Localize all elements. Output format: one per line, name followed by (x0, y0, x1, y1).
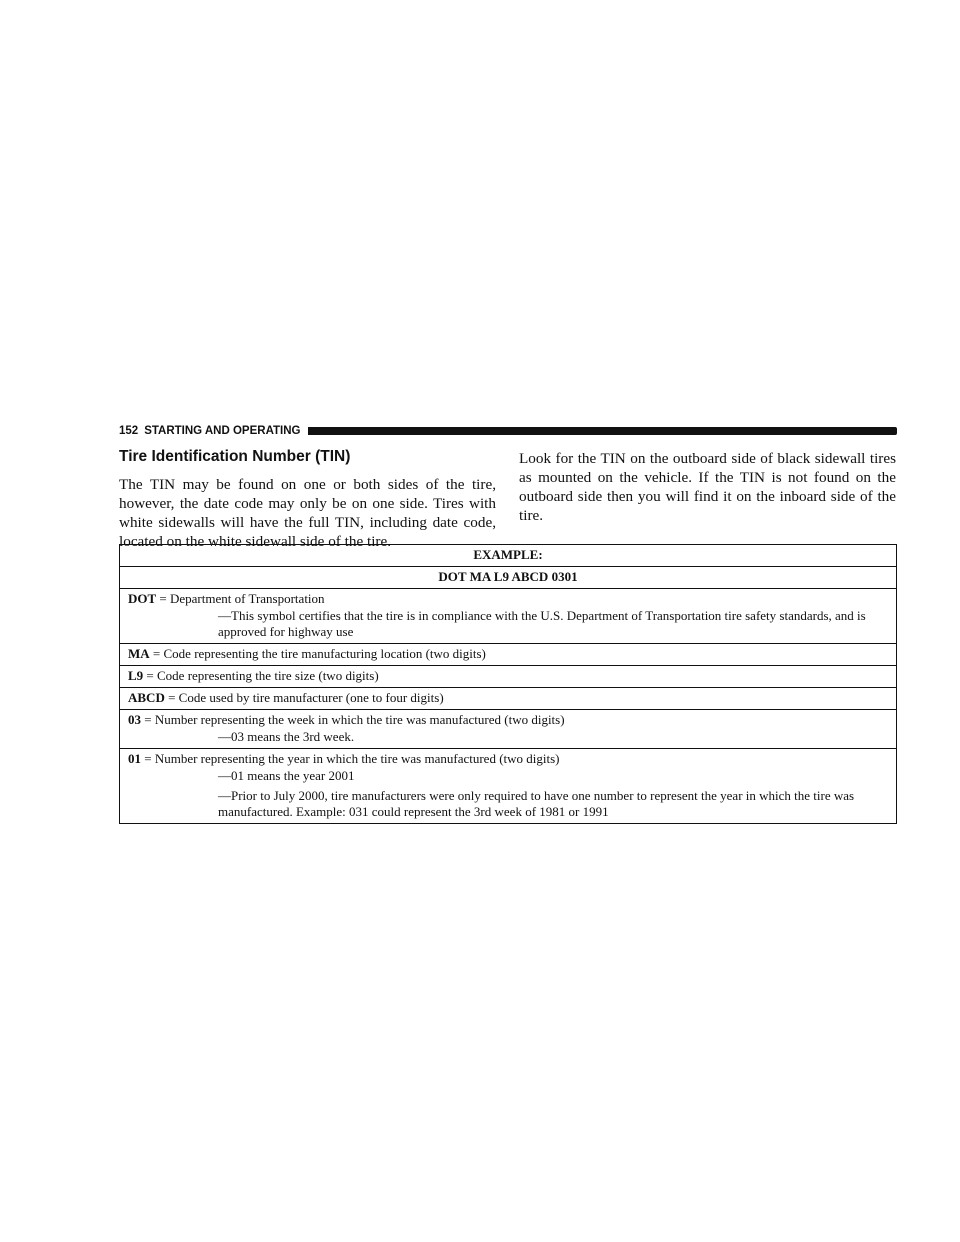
row-desc: = Department of Transportation (156, 591, 325, 606)
table-row (120, 749, 897, 824)
page-header (119, 423, 897, 439)
table-title-row (120, 545, 897, 567)
table-row (120, 710, 897, 749)
row-code: L9 (128, 668, 144, 683)
tin-table (119, 544, 897, 824)
left-paragraph: The TIN may be found on one or both sides of the tire, however, the date code may only be on one side. Tires with white sidewalls will have the full TIN, including date code, located on the white sidewall side of the tire. (119, 476, 496, 550)
row-code: 03 (128, 712, 141, 727)
row-code: DOT (128, 591, 157, 606)
row-desc: = Code used by tire manufacturer (one to four digits) (164, 690, 444, 705)
row-desc: = Code representing the tire manufacturing location (two digits) (149, 646, 486, 661)
table-row (120, 666, 897, 688)
row-note: —Prior to July 2000, tire manufacturers were only required to have one number to represent the year in which the tire was manufactured. Example: 031 could represent the 3rd week of 1981 or 1991 (218, 788, 855, 819)
table-title: EXAMPLE: (120, 545, 897, 567)
row-note: —03 means the 3rd week. (218, 729, 355, 744)
row-note: —01 means the year 2001 (218, 768, 355, 783)
section-heading: Tire Identification Number (TIN) (119, 448, 351, 465)
left-column (119, 448, 496, 551)
table-row (120, 644, 897, 666)
right-column (519, 449, 896, 525)
header-rule (308, 427, 898, 435)
row-code: 01 (128, 751, 141, 766)
page-number: 152 (119, 425, 139, 437)
row-code: MA (128, 646, 150, 661)
row-code: ABCD (128, 690, 165, 705)
right-paragraph: Look for the TIN on the outboard side of black sidewall tires as mounted on the vehicle. If the TIN is not found on the outboard side then you will find it on the inboard side of the tire. (519, 450, 896, 524)
table-example-row (120, 567, 897, 589)
row-desc: = Code representing the tire size (two digits) (143, 668, 379, 683)
table-example: DOT MA L9 ABCD 0301 (120, 567, 897, 589)
row-desc: = Number representing the week in which the tire was manufactured (two digits) (141, 712, 565, 727)
table-row (120, 589, 897, 644)
table-row (120, 688, 897, 710)
section-title: STARTING AND OPERATING (144, 425, 301, 437)
row-note: —This symbol certifies that the tire is in compliance with the U.S. Department of Transportation tire safety standards, and is approved for highway use (218, 608, 866, 639)
row-desc: = Number representing the year in which the tire was manufactured (two digits) (141, 751, 560, 766)
